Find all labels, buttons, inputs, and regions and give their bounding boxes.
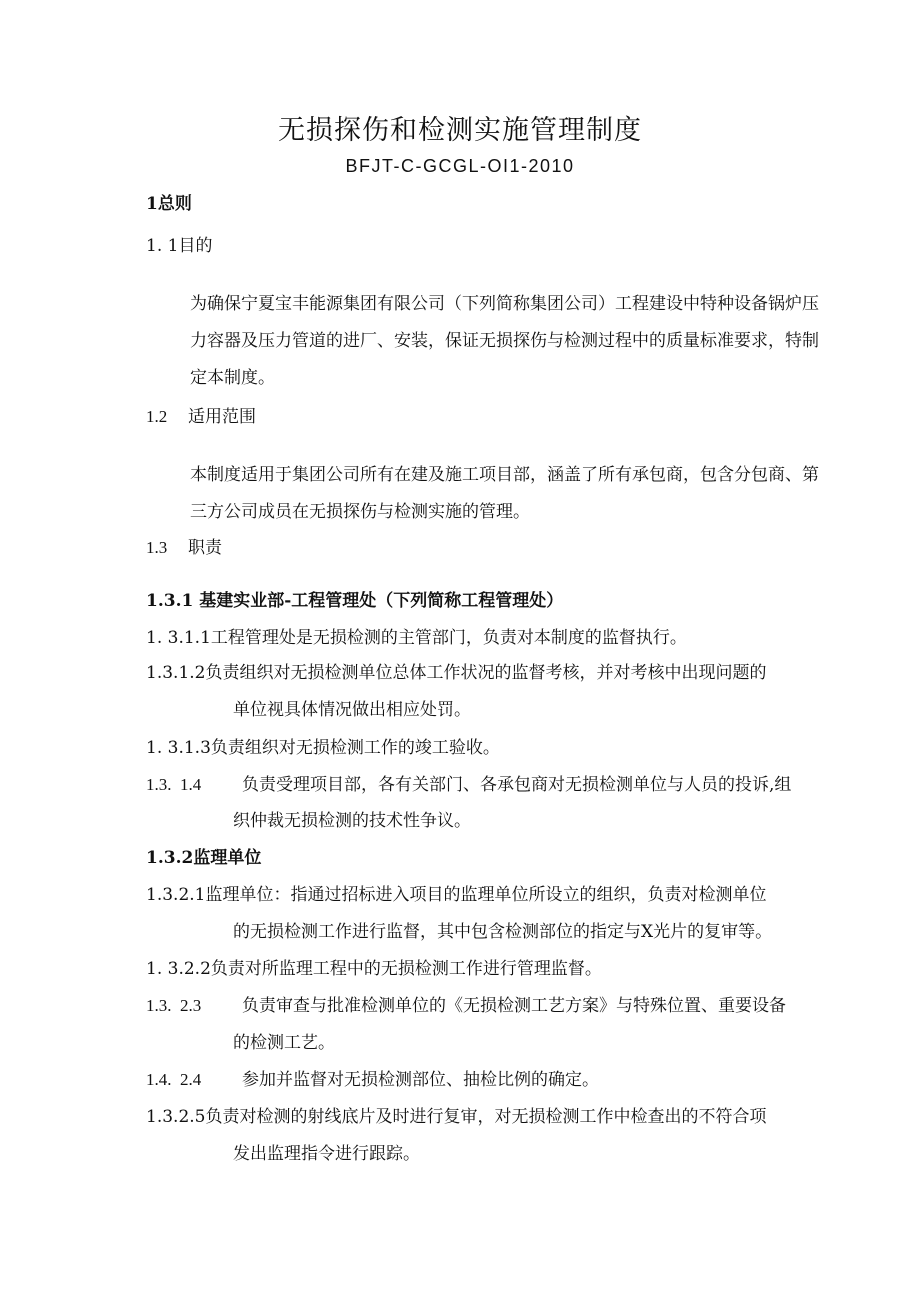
section-label: 适用范围 <box>188 407 256 427</box>
item-number: 1. 3.1.3 <box>146 738 211 758</box>
item-number: 1. 3.2.2 <box>146 959 211 979</box>
item-text: 监理单位：指通过招标进入项目的监理单位所设立的组织，负责对检测单位 <box>205 885 767 905</box>
item-1-3-2-2 <box>146 957 602 981</box>
item-1-3-1-4-cont: 织仲裁无损检测的技术性争议。 <box>233 811 471 831</box>
item-number: 1.3.2.5 <box>146 1107 206 1127</box>
item-1-3-2-5-cont: 发出监理指令进行跟踪。 <box>233 1144 420 1164</box>
item-text: 负责对所监理工程中的无损检测工作进行管理监督。 <box>210 959 602 979</box>
section-number: 1.2 <box>146 407 168 426</box>
item-number: 1. 3.1.1 <box>146 628 211 648</box>
item-1-3-2-3-cont: 的检测工艺。 <box>233 1033 335 1053</box>
section-1-heading: 1总则 <box>146 194 192 214</box>
item-1-3-1-4 <box>146 773 791 797</box>
item-text: 负责受理项目部，各有关部门、各承包商对无损检测单位与人员的投诉,组 <box>242 775 792 795</box>
item-1-3-1-3 <box>146 736 500 760</box>
item-text: 负责组织对无损检测单位总体工作状况的监督考核，并对考核中出现问题的 <box>205 663 767 683</box>
item-text: 工程管理处是无损检测的主管部门，负责对本制度的监督执行。 <box>210 628 687 648</box>
section-1-3-1-heading: 1.3.1 基建实业部-工程管理处（下列简称工程管理处） <box>146 591 564 611</box>
section-number: 1.3 <box>146 538 168 557</box>
section-1-3-2-heading: 1.3.2监理单位 <box>146 848 262 868</box>
item-1-3-2-1 <box>146 883 766 907</box>
item-number: 1.3.2.1 <box>146 885 206 905</box>
item-number: 1.3. 2.3 <box>146 996 202 1015</box>
item-1-3-1-2-cont: 单位视具体情况做出相应处罚。 <box>233 700 471 720</box>
item-number: 1.3. 1.4 <box>146 775 202 794</box>
item-number: 1.3.1.2 <box>146 663 206 683</box>
purpose-paragraph: 为确保宁夏宝丰能源集团有限公司（下列简称集团公司）工程建设中特种设备锅炉压力容器及压力管道的进厂、安装，保证无损探伤与检测过程中的质量标准要求，特制定本制度。 <box>190 294 819 388</box>
section-label: 目的 <box>178 236 213 256</box>
item-1-3-1-1 <box>146 626 687 650</box>
item-1-3-2-5 <box>146 1105 766 1129</box>
document-code: BFJT-C-GCGL-OI1-2010 <box>345 156 575 176</box>
section-number: 1. 1 <box>146 236 179 256</box>
item-text: 负责组织对无损检测工作的竣工验收。 <box>210 738 500 758</box>
document-title: 无损探伤和检测实施管理制度 <box>278 115 642 146</box>
item-text: 负责对检测的射线底片及时进行复审，对无损检测工作中检查出的不符合项 <box>205 1107 767 1127</box>
item-1-3-2-3 <box>146 994 786 1018</box>
section-1-1-heading <box>146 234 212 258</box>
section-1-3-heading <box>146 536 222 560</box>
scope-paragraph: 本制度适用于集团公司所有在建及施工项目部，涵盖了所有承包商，包含分包商、第三方公司成员在无损探伤与检测实施的管理。 <box>190 465 819 522</box>
item-1-4-2-4 <box>146 1068 599 1092</box>
item-text: 参加并监督对无损检测部位、抽检比例的确定。 <box>242 1070 599 1090</box>
item-number: 1.4. 2.4 <box>146 1070 202 1089</box>
section-1-2-heading <box>146 405 256 429</box>
item-1-3-2-1-cont: 的无损检测工作进行监督，其中包含检测部位的指定与X光片的复审等。 <box>233 922 773 942</box>
item-1-3-1-2 <box>146 661 766 685</box>
section-label: 职责 <box>188 538 222 558</box>
item-text: 负责审查与批准检测单位的《无损检测工艺方案》与特殊位置、重要设备 <box>242 996 786 1016</box>
